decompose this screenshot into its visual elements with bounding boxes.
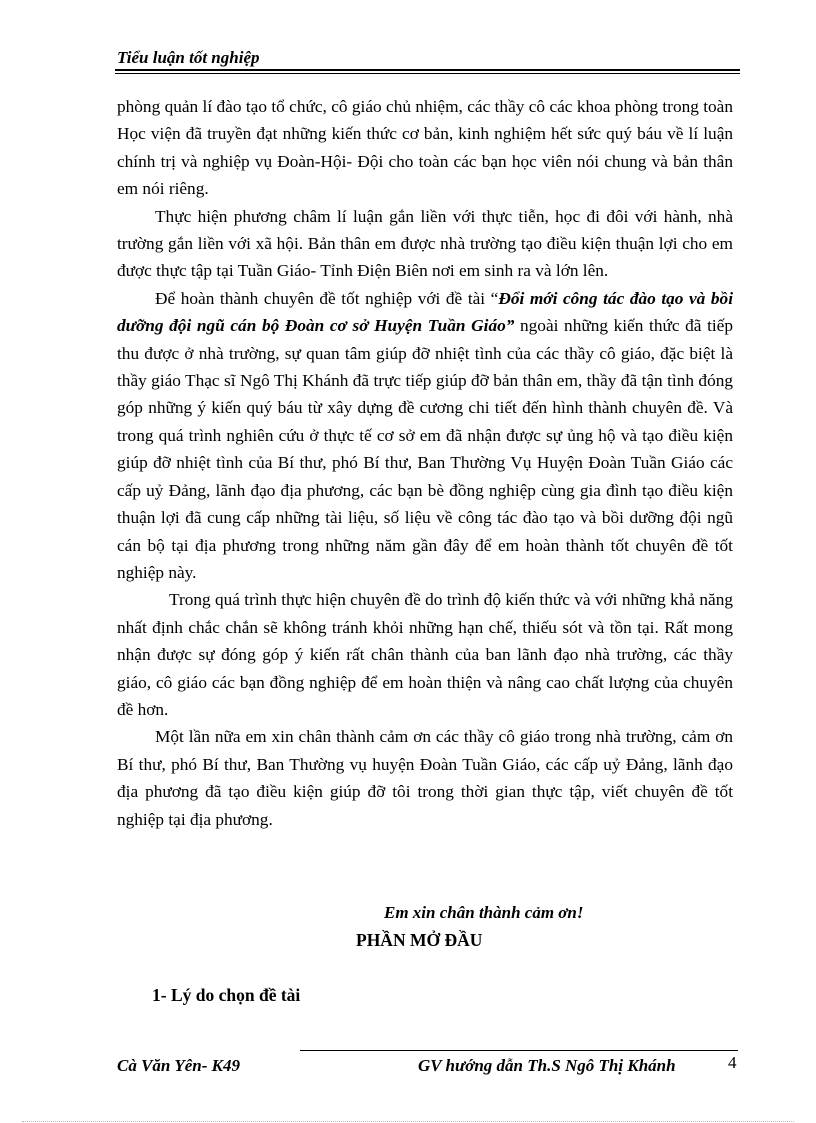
- paragraph-3-intro: Để hoàn thành chuyên đề tốt nghiệp với đề tài “: [155, 288, 499, 308]
- closing-thanks: Em xin chân thành cảm ơn!: [384, 903, 584, 922]
- page-number: 4: [728, 1053, 737, 1072]
- running-header-title: Tiểu luận tốt nghiệp: [117, 48, 260, 67]
- main-text: [117, 93, 733, 833]
- paragraph-1: phòng quản lí đào tạo tổ chức, cô giáo chủ nhiệm, các thầy cô các khoa phòng trong toàn Học viện đã truyền đạt những kiến thức cơ bản, kinh nghiệm hết sức quý báu về lí luận chính trị và nghiệp vụ Đoàn-Hội- Đội cho toàn các bạn học viên nói chung và bản thân em nói riêng.: [117, 97, 733, 199]
- thesis-topic-title: Đổi mới công tác đào tạo và bồi dưỡng đội ngũ cán bộ Đoàn cơ sở Huyện Tuần Giáo”: [117, 288, 733, 336]
- header-divider-thick: [115, 69, 740, 71]
- section-heading: 1- Lý do chọn đề tài: [152, 985, 301, 1005]
- footer-advisor: GV hướng dẫn Th.S Ngô Thị Khánh: [418, 1056, 676, 1075]
- paragraph-5: Một lần nữa em xin chân thành cảm ơn các thầy cô giáo trong nhà trường, cảm ơn Bí thư, phó Bí thư, Ban Thường vụ huyện Đoàn Tuần Giáo, các cấp uỷ Đảng, lãnh đạo địa phương đã tạo điều kiện giúp đỡ tôi trong thời gian thực tập, viết chuyên đề tốt nghiệp tại địa phương.: [117, 727, 733, 829]
- header-divider-thin: [115, 73, 740, 74]
- footer-author: Cà Văn Yên- K49: [117, 1056, 240, 1075]
- paragraph-3-rest: ngoài những kiến thức đã tiếp thu được ở nhà trường, sự quan tâm giúp đỡ nhiệt tình của các thầy cô giáo, đặc biệt là thầy giáo Thạc sĩ Ngô Thị Khánh đã trực tiếp giúp đỡ bản thân em, thầy đã tận tình đóng góp những ý kiến quý báu từ xây dựng đề cương chi tiết đến hình thành chuyên đề. Và trong quá trình nghiên cứu ở thực tế cơ sở em đã nhận được sự ủng hộ và tạo điều kiện giúp đỡ nhiệt tình của Bí thư, phó Bí thư, Ban Thường Vụ Huyện Đoàn Tuần Giáo các cấp uỷ Đảng, lãnh đạo địa phương, các bạn bè đồng nghiệp cùng gia đình tạo điều kiện thuận lợi đã cung cấp những tài liệu, số liệu về công tác đào tạo và bồi dưỡng đội ngũ cán bộ tại địa phương trong những năm gần đây để em hoàn thành tốt chuyên đề tốt nghiệp này.: [117, 316, 733, 582]
- paragraph-4: Trong quá trình thực hiện chuyên đề do trình độ kiến thức và với những khả năng nhất định chắc chắn sẽ không tránh khỏi những hạn chế, thiếu sót và tồn tại. Rất mong nhận được sự đóng góp ý kiến rất chân thành của ban lãnh đạo nhà trường, các thầy giáo, cô giáo các bạn đồng nghiệp để em hoàn thiện và nâng cao chất lượng của chuyên đề hơn.: [117, 590, 733, 719]
- paragraph-2: Thực hiện phương châm lí luận gắn liền với thực tiễn, học đi đôi với hành, nhà trường gắn liền với xã hội. Bản thân em được nhà trường tạo điều kiện thuận lợi cho em được thực tập tại Tuần Giáo- Tỉnh Điện Biên nơi em sinh ra và lớn lên.: [117, 206, 733, 281]
- footer-divider: [300, 1050, 738, 1051]
- part-title: PHẦN MỞ ĐẦU: [356, 930, 483, 950]
- paragraph-3: [117, 285, 733, 586]
- page-bottom-border: [22, 1121, 794, 1122]
